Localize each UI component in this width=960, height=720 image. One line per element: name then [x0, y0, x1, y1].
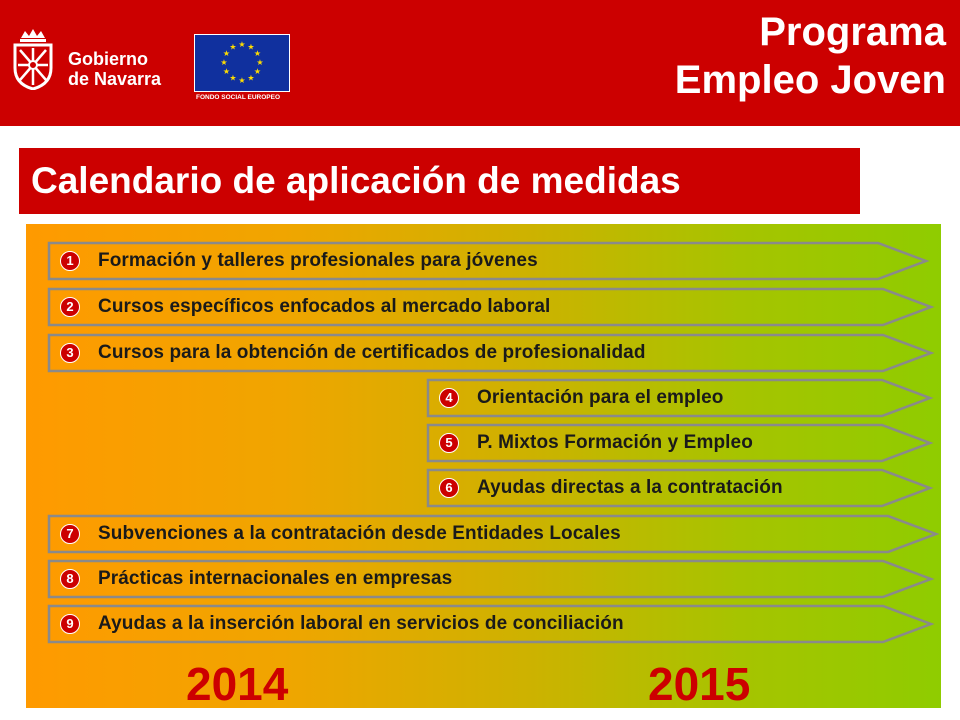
svg-text:★: ★	[256, 58, 264, 67]
logo-text: Gobierno de Navarra	[68, 49, 162, 89]
measure-arrow-8	[48, 560, 933, 598]
svg-text:★: ★	[238, 76, 246, 85]
gobierno-navarra-logo	[10, 28, 170, 96]
svg-text:★: ★	[253, 67, 262, 76]
svg-text:★: ★	[229, 73, 237, 83]
measure-number-badge: 6	[439, 478, 459, 498]
measure-arrow-4	[427, 379, 932, 417]
program-title	[675, 8, 946, 104]
svg-text:★: ★	[229, 42, 237, 52]
measure-arrow-1	[48, 242, 928, 280]
svg-text:★: ★	[222, 67, 231, 76]
measure-number-badge: 8	[60, 569, 80, 589]
measure-label: Formación y talleres profesionales para jóvenes	[98, 250, 538, 271]
measure-label: Ayudas a la inserción laboral en servicios de conciliación	[98, 613, 624, 634]
measure-label: Subvenciones a la contratación desde Entidades Locales	[98, 523, 621, 544]
svg-text:★: ★	[247, 42, 255, 52]
measure-label: Ayudas directas a la contratación	[477, 477, 783, 498]
measure-arrow-6	[427, 469, 932, 507]
measure-number-badge: 2	[60, 297, 80, 317]
measure-number-badge: 7	[60, 524, 80, 544]
measure-arrow-9	[48, 605, 933, 643]
eu-caption: FONDO SOCIAL EUROPEO	[196, 94, 281, 101]
measure-arrow-2	[48, 288, 933, 326]
measure-label: Cursos específicos enfocados al mercado laboral	[98, 296, 551, 317]
measure-arrow-3	[48, 334, 933, 372]
measure-label: P. Mixtos Formación y Empleo	[477, 432, 753, 453]
measure-arrow-5	[427, 424, 932, 462]
program-title-line2: Empleo Joven	[674, 58, 946, 102]
year-end: 2015	[648, 658, 751, 710]
eu-logo	[194, 34, 290, 106]
measure-number-badge: 4	[439, 388, 459, 408]
svg-text:★: ★	[247, 73, 255, 83]
measure-label: Orientación para el empleo	[477, 387, 724, 408]
measure-number-badge: 1	[60, 251, 80, 271]
svg-text:★: ★	[222, 49, 231, 58]
navarra-shield-icon	[10, 28, 56, 90]
measure-number-badge: 9	[60, 614, 80, 634]
measure-label: Cursos para la obtención de certificados de profesionalidad	[98, 342, 646, 363]
eu-flag	[194, 34, 290, 92]
measure-label: Prácticas internacionales en empresas	[98, 568, 453, 589]
measure-number-badge: 3	[60, 343, 80, 363]
section-title: Calendario de aplicación de medidas	[19, 148, 860, 214]
header-banner	[0, 0, 960, 126]
eu-stars-icon	[195, 35, 289, 91]
svg-text:★: ★	[238, 40, 246, 49]
svg-text:★: ★	[220, 58, 228, 67]
svg-text:★: ★	[253, 49, 262, 58]
measure-arrow-7	[48, 515, 938, 553]
program-title-line1: Programa	[759, 10, 946, 54]
measure-number-badge: 5	[439, 433, 459, 453]
year-start: 2014	[186, 658, 289, 710]
